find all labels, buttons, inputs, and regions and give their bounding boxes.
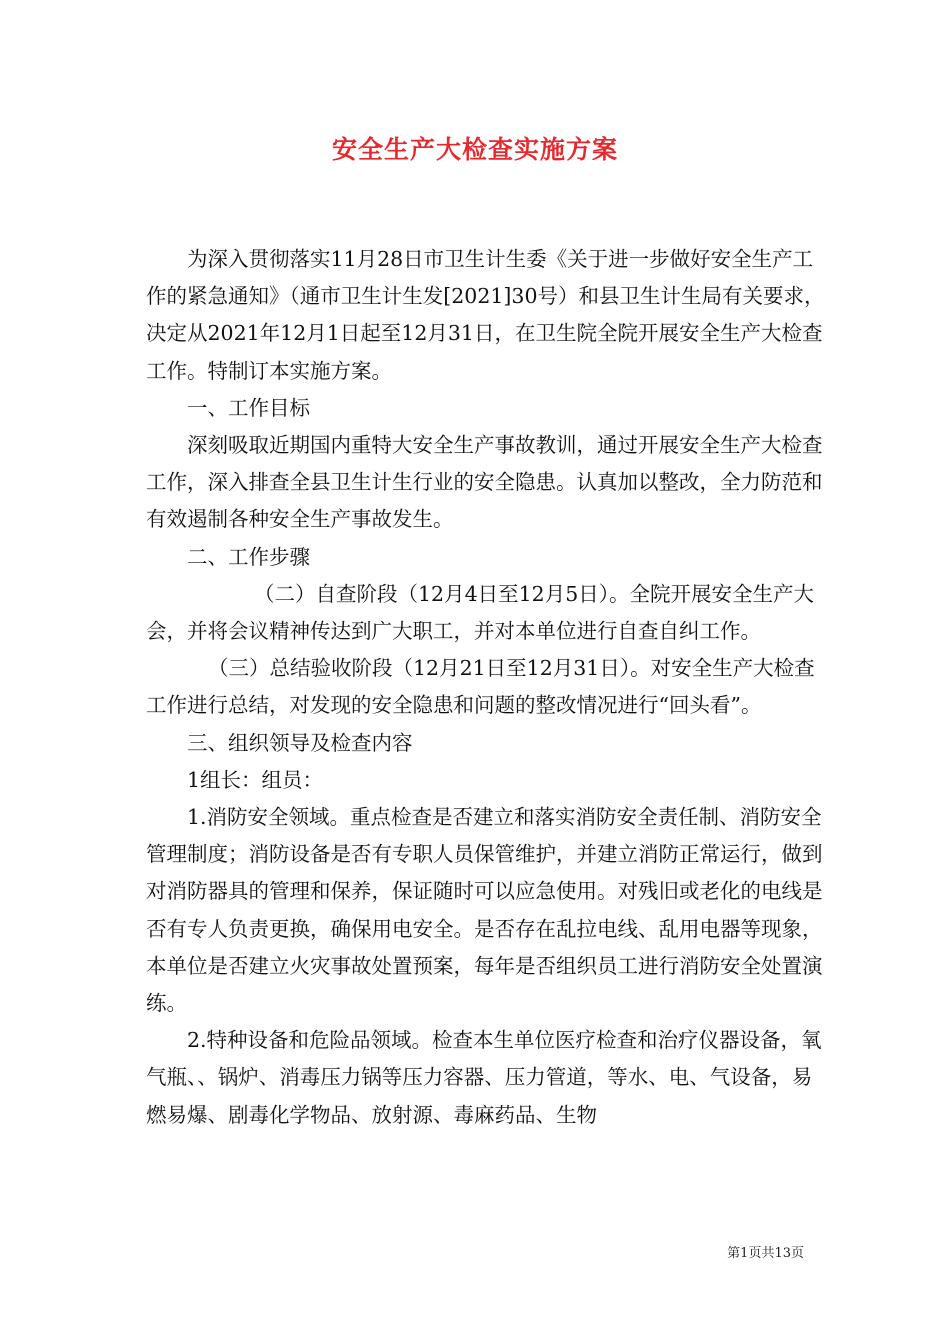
team-members-line: 1组长：组员： [187, 767, 324, 792]
section-heading-organization: 三、组织领导及检查内容 [187, 730, 413, 755]
section-heading-goals: 一、工作目标 [187, 395, 310, 420]
summary-stage-paragraph: （三）总结验收阶段（12月21日至12月31日）。对安全生产大检查工作进行总结，对发现的安全隐患和问题的整改情况进行“回头看”。 [146, 656, 815, 718]
self-check-stage-paragraph: （二）自查阶段（12月4日至12月5日）。全院开展安全生产大会，并将会议精神传达到广大职工，并对本单位进行自查自纠工作。 [146, 581, 815, 644]
fire-safety-paragraph: 1.消防安全领域。重点检查是否建立和落实消防安全责任制、消防安全管理制度；消防设备是否有专职人员保管维护，并建立消防正常运行，做到对消防器具的管理和保养，保证随时可以应急使用。对残旧或老化的电线是否有专人负责更换，确保用电安全。是否存在乱拉电线、乱用电器等现象，本单位是否建立火灾事故处置预案，每年是否组织员工进行消防安全处置演练。 [146, 805, 823, 1016]
section-heading-steps: 二、工作步骤 [187, 544, 310, 569]
document-title: 安全生产大检查实施方案 [331, 135, 618, 164]
page-number-footer: 第1页共13页 [727, 1246, 804, 1261]
intro-paragraph: 为深入贯彻落实11月28日市卫生计生委《关于进一步做好安全生产工作的紧急通知》（通市卫生计生发[2021]30号）和县卫生计生局有关要求，决定从2021年12月1日起至12月31日，在卫生院全院开展安全生产大检查工作。特制订本实施方案。 [146, 247, 825, 383]
document-body [146, 241, 826, 1134]
goals-paragraph: 深刻吸取近期国内重特大安全生产事故教训，通过开展安全生产大检查工作，深入排查全县卫生计生行业的安全隐患。认真加以整改，全力防范和有效遏制各种安全生产事故发生。 [146, 433, 823, 532]
special-equipment-paragraph: 2.特种设备和危险品领域。检查本生单位医疗检查和治疗仪器设备，氧气瓶、、锅炉、消毒压力锅等压力容器、压力管道，等水、电、气设备，易燃易爆、剧毒化学物品、放射源、毒麻药品、生物 [146, 1028, 822, 1127]
